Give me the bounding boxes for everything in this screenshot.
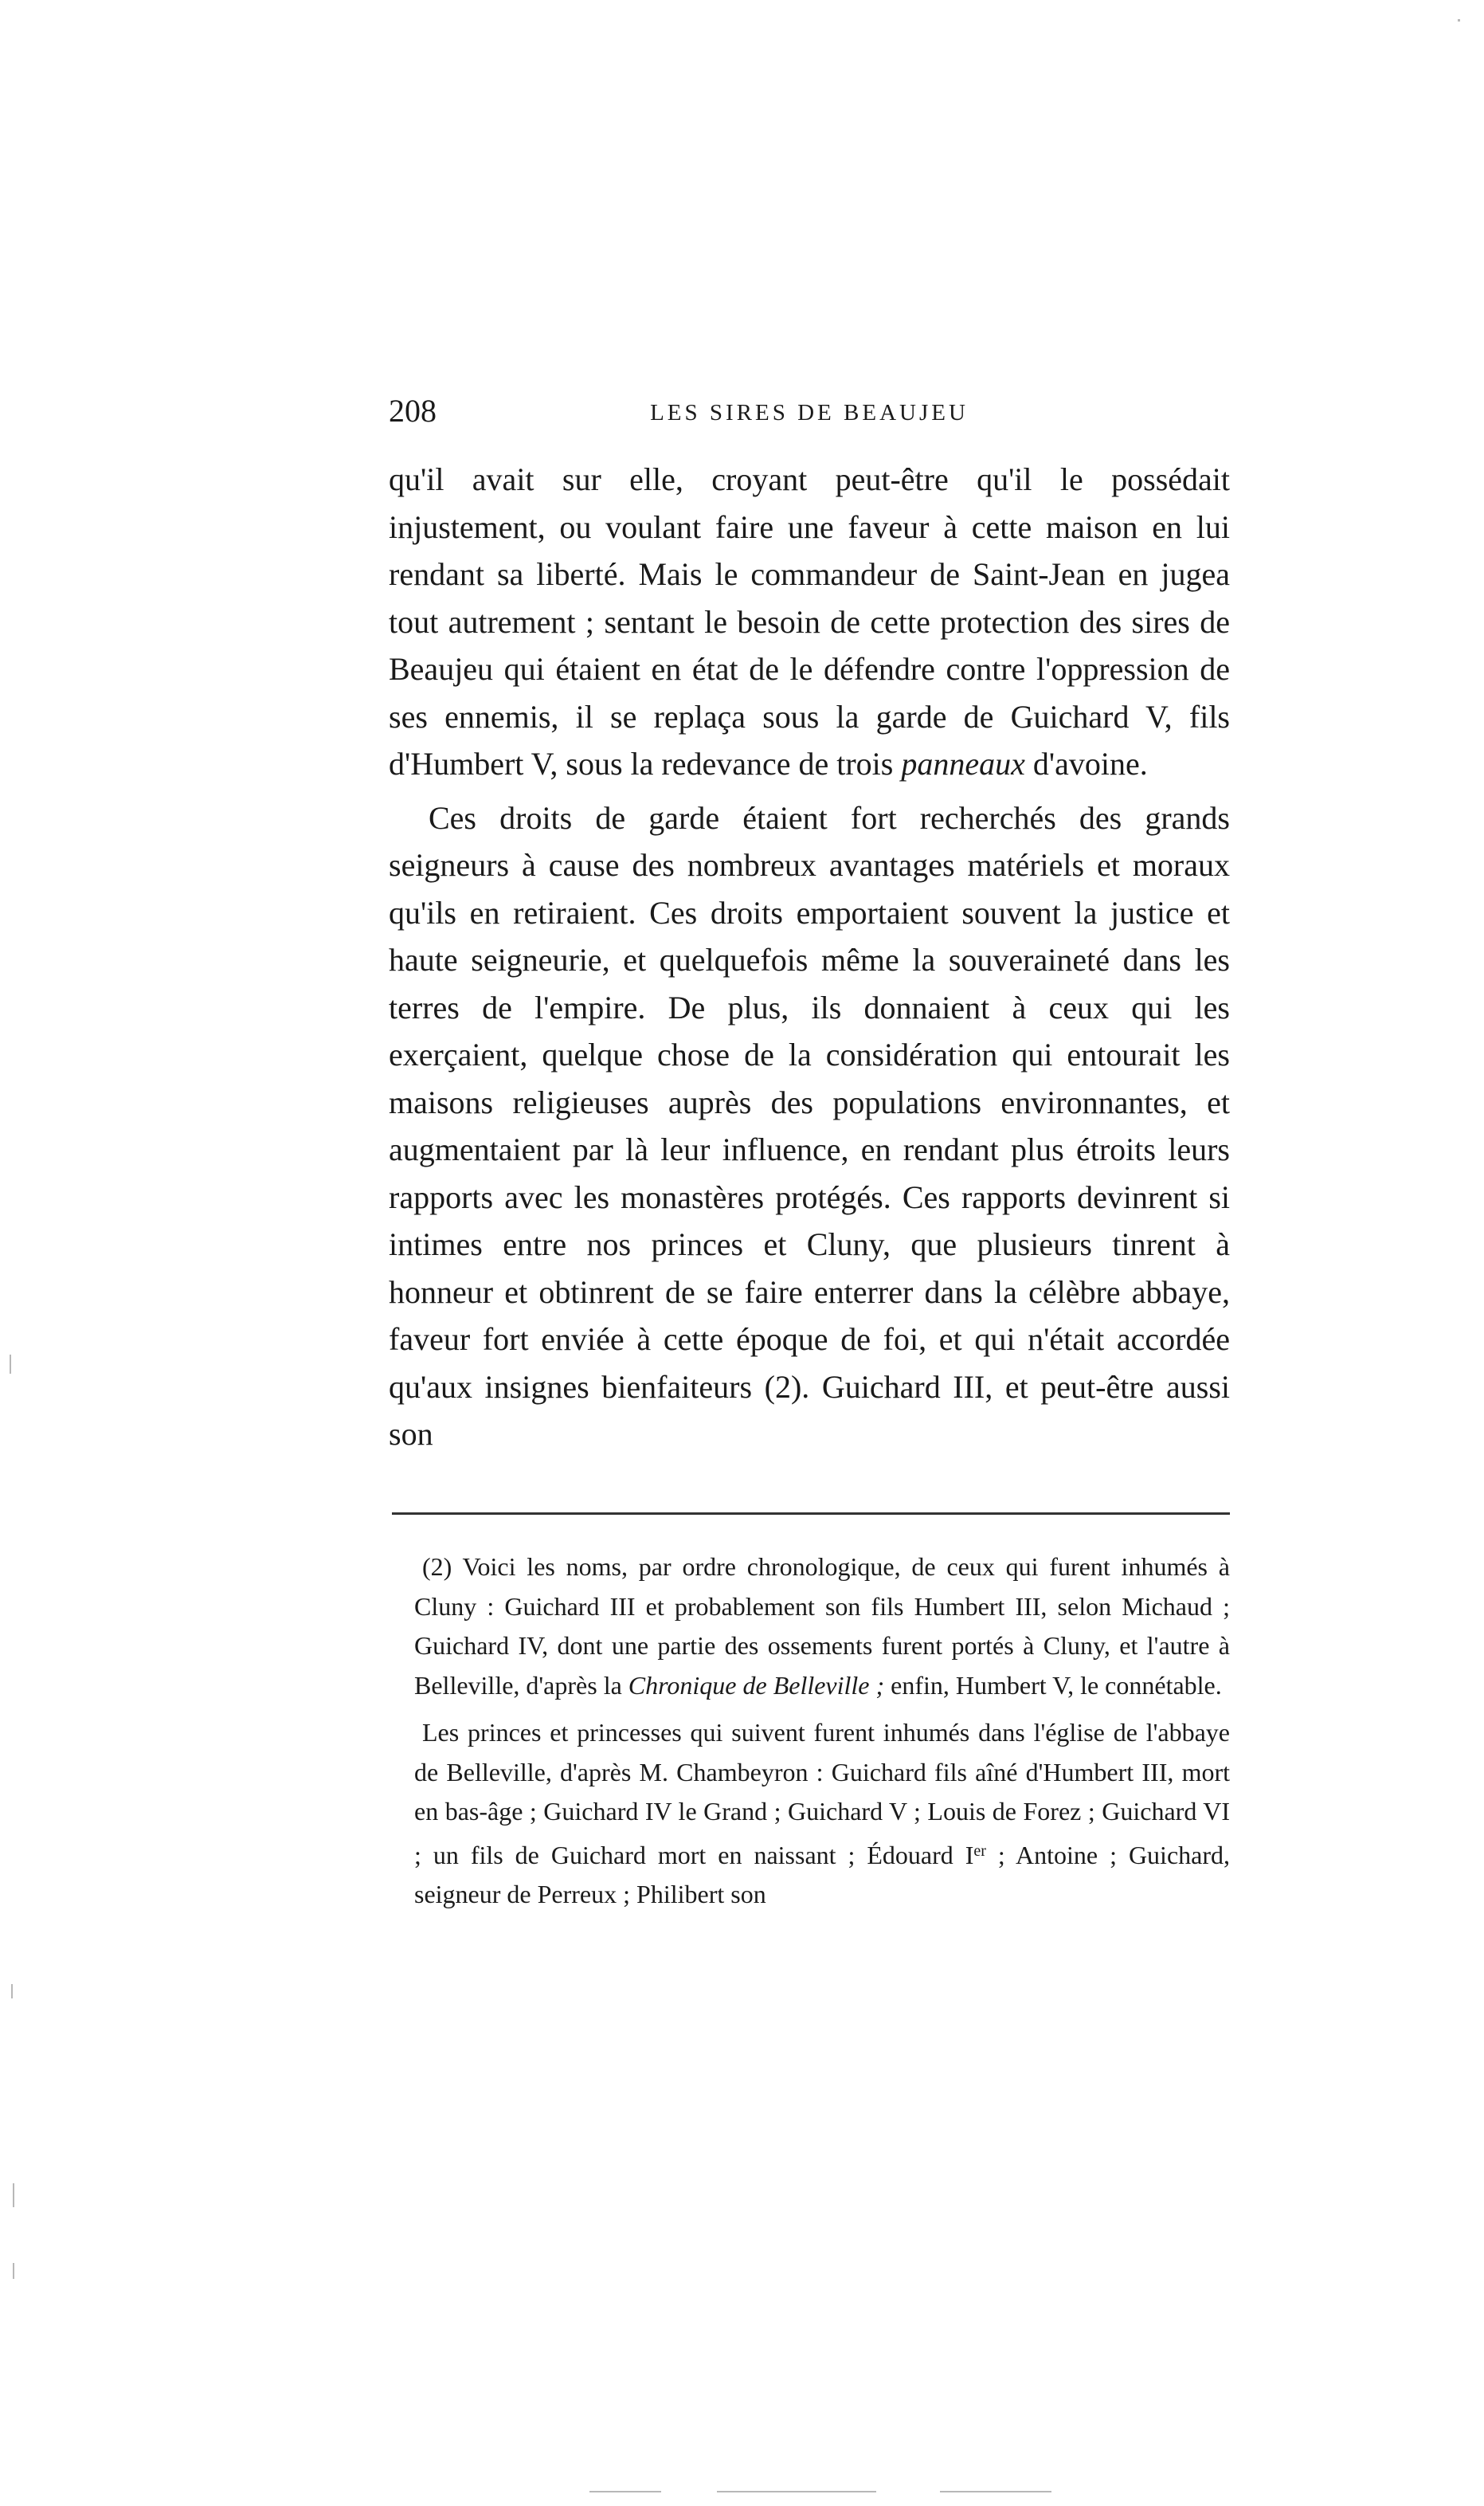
scan-mark (940, 2491, 1051, 2492)
italic-term: panneaux (901, 746, 1025, 782)
scan-mark (1458, 19, 1460, 22)
footnote-text: enfin, Humbert V, le connétable. (884, 1670, 1222, 1700)
scan-mark (11, 1984, 13, 1998)
italic-title: Chronique de Belleville ; (628, 1670, 885, 1700)
paragraph: Ces droits de garde étaient fort recherchés des grands seigneurs à cause des nombreux avantages matériels et moraux qu'ils en retiraient. Ces droits emportaient souvent la justice et haute seigneurie, et quelquefois même la souveraineté dans les terres de l'empire. De plus, ils donnaient à ceux qui les exerçaient, quelque chose de la considération qui entourait les maisons religieuses auprès des populations environnantes, et augmentaient par là leur influence, en rendant plus étroits leurs rapports avec les monastères protégés. Ces rapports devinrent si intimes entre nos princes et Cluny, que plusieurs tinrent à honneur et obtinrent de se faire enterrer dans la célèbre abbaye, faveur fort enviée à cette époque de foi, et qui n'était accordée qu'aux insignes bienfaiteurs (2). Guichard III, et peut-être aussi son (389, 799, 1230, 1452)
footnote (414, 1547, 1230, 1705)
running-title: LES SIRES DE BEAUJEU (650, 400, 969, 426)
scan-mark (10, 1355, 11, 1374)
footnotes (414, 1547, 1230, 1915)
footnote-text: ; Antoine ; Guichard, seigneur de Perreux ; Philibert son (414, 1840, 1231, 1908)
paragraph-text: d'avoine. (1024, 746, 1148, 782)
main-text (389, 456, 1230, 1458)
scan-mark (717, 2491, 876, 2492)
superscript: er (973, 1841, 986, 1860)
scan-mark (13, 2263, 14, 2279)
page-number: 208 (389, 393, 437, 429)
paragraph (389, 456, 1230, 788)
footnote (414, 1713, 1230, 1915)
scan-mark (589, 2491, 661, 2492)
paragraph-text: qu'il avait sur elle, croyant peut-être qu'il le possédait injustement, ou voulant faire une faveur à cette maison en lui rendant sa liberté. Mais le commandeur de Saint-Jean en jugea tout autrement ; sentant le besoin de cette protection des sires de Beaujeu qui étaient en état de le défendre contre l'oppression de ses ennemis, il se replaça sous la garde de Guichard V, fils d'Humbert V, sous la redevance de trois (389, 461, 1230, 782)
scan-mark (13, 2183, 14, 2207)
page-header (389, 392, 1230, 433)
footnote-text: Les princes et princesses qui suivent furent inhumés dans l'église de l'abbaye de Belleville, d'après M. Chambeyron : Guichard fils aîné d'Humbert III, mort en bas-âge ; Guichard IV le Grand ; Guichard V ; Louis de Forez ; Guichard VI ; un fils de Guichard mort en naissant ; Édouard I (414, 1718, 1230, 1869)
footnote-text: (2) Voici les noms, par ordre chronologique, de ceux qui furent inhumés à Cluny : Guichard III et probablement son fils Humbert III, selon Michaud ; Guichard IV, dont une partie des ossements furent portés à Cluny, et l'autre à Belleville, d'après la (414, 1552, 1230, 1700)
footnote-divider (392, 1512, 1230, 1515)
